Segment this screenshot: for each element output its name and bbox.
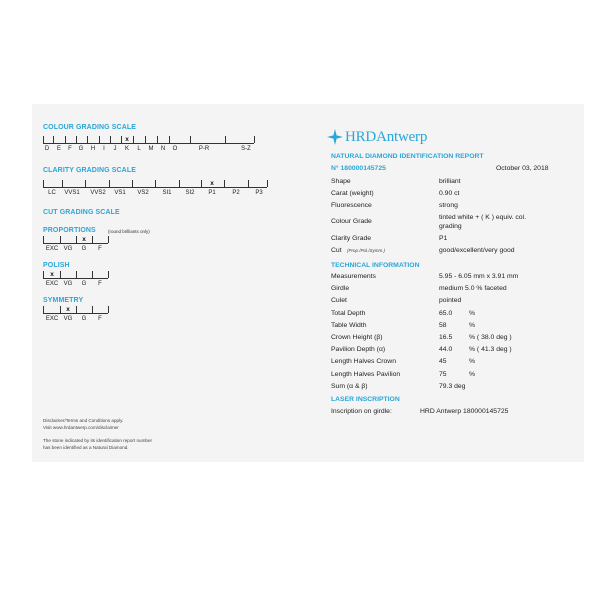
- polish-scale-line: [43, 278, 108, 279]
- technical-key: Pavilion Depth (α): [331, 346, 386, 354]
- technical-key: Length Halves Crown: [331, 358, 396, 366]
- colour-scale-label: D: [44, 146, 50, 152]
- polish-scale-tick: [92, 271, 93, 278]
- symmetry-scale-label: EXC: [45, 316, 59, 322]
- report-number: N° 180000145725: [331, 165, 386, 172]
- technical-key: Total Depth: [331, 309, 366, 317]
- symmetry-scale-label: G: [81, 316, 87, 322]
- clarity-scale-label: VS2: [137, 190, 149, 196]
- clarity-scale-label: SI2: [185, 190, 195, 196]
- disclaimer-line-1: Disclaimer/Terms and Conditions apply.: [43, 418, 124, 423]
- technical-unit: %: [469, 321, 476, 329]
- proportions-scale-tick: [108, 236, 109, 243]
- proportions-title: PROPORTIONS: [43, 227, 96, 234]
- clarity-scale-tick: [132, 180, 133, 187]
- clarity-grading-title: CLARITY GRADING SCALE: [43, 167, 136, 174]
- technical-unit: %: [469, 358, 476, 366]
- cut-grading-title: CUT GRADING SCALE: [43, 209, 120, 216]
- colour-scale-tick: [110, 136, 111, 143]
- technical-key: Culet: [331, 297, 347, 305]
- technical-unit: %: [469, 370, 476, 378]
- colour-scale-label: J: [113, 146, 117, 152]
- clarity-scale-tick: [109, 180, 110, 187]
- grading-value: tinted white + ( K ) equiv. col.: [439, 214, 526, 221]
- technical-value: 58: [439, 321, 447, 329]
- proportions-scale-tick: [60, 236, 61, 243]
- colour-scale-label: N: [160, 146, 166, 152]
- colour-grading-title: COLOUR GRADING SCALE: [43, 124, 136, 131]
- grading-value: P1: [439, 235, 448, 242]
- clarity-scale-tick: [155, 180, 156, 187]
- grading-value: strong: [439, 202, 458, 209]
- symmetry-scale-label: F: [98, 316, 102, 322]
- polish-scale-label: VG: [63, 281, 73, 287]
- symmetry-scale-mark: x: [66, 306, 70, 313]
- colour-scale-tick: [76, 136, 77, 143]
- polish-scale-tick: [43, 271, 44, 278]
- technical-unit: % ( 38.0 deg ): [469, 334, 512, 341]
- colour-scale-label: O: [172, 146, 178, 152]
- colour-scale-tick: [169, 136, 170, 143]
- grading-value: good/excellent/very good: [439, 247, 515, 254]
- colour-scale-tick: [225, 136, 226, 143]
- colour-scale-tick: [145, 136, 146, 143]
- colour-scale-label: K: [124, 146, 130, 152]
- symmetry-scale-tick: [92, 306, 93, 313]
- proportions-note: (round brilliants only): [108, 229, 150, 234]
- technical-key: Measurements: [331, 273, 376, 280]
- proportions-scale-label: G: [81, 246, 87, 252]
- technical-key: Girdle: [331, 285, 350, 293]
- colour-scale-tick: [43, 136, 44, 143]
- clarity-scale-line: [43, 187, 267, 188]
- polish-scale-label: G: [81, 281, 87, 287]
- proportions-scale-line: [43, 243, 108, 244]
- clarity-scale-tick: [62, 180, 63, 187]
- technical-value: 45: [439, 358, 447, 366]
- clarity-scale-mark: x: [210, 180, 214, 187]
- proportions-scale-tick: [43, 236, 44, 243]
- colour-scale-line: [43, 143, 254, 144]
- colour-scale-tick: [121, 136, 122, 143]
- colour-scale-label: L: [137, 146, 141, 152]
- polish-scale-tick: [60, 271, 61, 278]
- polish-title: POLISH: [43, 262, 70, 269]
- proportions-scale-label: VG: [63, 246, 73, 252]
- polish-scale-mark: x: [50, 271, 54, 278]
- technical-key: Length Halves Pavilion: [331, 370, 401, 378]
- colour-scale-label: H: [90, 146, 96, 152]
- clarity-scale-label: SI1: [162, 190, 172, 196]
- grading-key: Fluorescence: [331, 202, 372, 209]
- technical-value: 79.3 deg: [439, 382, 466, 390]
- colour-scale-mark: x: [125, 136, 129, 143]
- technical-value: 5.95 - 6.05 mm x 3.91 mm: [439, 273, 519, 280]
- colour-scale-label: F: [68, 146, 72, 152]
- report-title: NATURAL DIAMOND IDENTIFICATION REPORT: [331, 153, 484, 160]
- grading-key: Clarity Grade: [331, 235, 372, 242]
- symmetry-scale-line: [43, 313, 108, 314]
- colour-scale-tick: [190, 136, 191, 143]
- colour-scale-label: P-R: [198, 146, 210, 152]
- clarity-scale-tick: [224, 180, 225, 187]
- technical-key: Sum (α & β): [331, 382, 368, 390]
- grading-key: Carat (weight): [331, 190, 374, 197]
- laser-label: Inscription on girdle:: [331, 408, 392, 415]
- grading-key-note: (Prop./Pol./Symm.): [347, 248, 386, 253]
- colour-scale-label: M: [148, 146, 154, 152]
- technical-value: medium 5.0 % faceted: [439, 285, 507, 293]
- grading-value: 0.90 ct: [439, 190, 460, 197]
- colour-scale-label: S-Z: [241, 146, 251, 152]
- technical-title: TECHNICAL INFORMATION: [331, 262, 420, 269]
- colour-scale-tick: [157, 136, 158, 143]
- clarity-scale-label: LC: [48, 190, 56, 196]
- colour-scale-tick: [133, 136, 134, 143]
- clarity-scale-label: P2: [232, 190, 240, 196]
- technical-value: 16.5: [439, 334, 453, 341]
- proportions-scale-tick: [76, 236, 77, 243]
- clarity-scale-tick: [179, 180, 180, 187]
- clarity-scale-label: VS1: [114, 190, 126, 196]
- report-date: October 03, 2018: [496, 165, 549, 172]
- clarity-scale-label: P1: [208, 190, 216, 196]
- polish-scale-tick: [108, 271, 109, 278]
- four-point-star-icon: [327, 129, 343, 145]
- colour-scale-tick: [87, 136, 88, 143]
- clarity-scale-tick: [201, 180, 202, 187]
- technical-value: 65.0: [439, 309, 453, 317]
- symmetry-title: SYMMETRY: [43, 297, 84, 304]
- colour-scale-tick: [53, 136, 54, 143]
- colour-scale-label: E: [56, 146, 62, 152]
- grading-key: Colour Grade: [331, 218, 372, 225]
- grading-value-cont: grading: [439, 223, 462, 230]
- polish-scale-label: EXC: [45, 281, 59, 287]
- colour-scale-label: G: [78, 146, 84, 152]
- logo-text: HRDAntwerp: [345, 128, 428, 145]
- symmetry-scale-tick: [108, 306, 109, 313]
- symmetry-scale-tick: [60, 306, 61, 313]
- disclaimer-line-3: The stone indicated by its identification report number: [43, 438, 153, 443]
- hrd-logo: [327, 126, 427, 148]
- colour-scale-tick: [254, 136, 255, 143]
- disclaimer-line-4: has been identified as a Natural Diamond.: [43, 445, 129, 450]
- disclaimer-link[interactable]: Visit www.hrdantwerp.com/disclaimer: [43, 425, 119, 430]
- technical-key: Table Width: [331, 321, 367, 329]
- clarity-scale-tick: [85, 180, 86, 187]
- technical-unit: % ( 41.3 deg ): [469, 346, 512, 354]
- clarity-scale-label: VVS1: [64, 190, 80, 196]
- laser-title: LASER INSCRIPTION: [331, 396, 400, 403]
- technical-key: Crown Height (β): [331, 334, 383, 341]
- clarity-scale-tick: [43, 180, 44, 187]
- proportions-scale-label: EXC: [45, 246, 59, 252]
- proportions-scale-tick: [92, 236, 93, 243]
- proportions-scale-mark: x: [82, 236, 86, 243]
- technical-value: 44.0: [439, 346, 453, 354]
- polish-scale-label: F: [98, 281, 102, 287]
- technical-unit: %: [469, 309, 476, 317]
- clarity-scale-label: VVS2: [90, 190, 106, 196]
- clarity-scale-label: P3: [255, 190, 263, 196]
- grading-key: Cut: [331, 247, 342, 254]
- colour-scale-tick: [99, 136, 100, 143]
- technical-value: pointed: [439, 297, 462, 305]
- laser-value: HRD Antwerp 180000145725: [420, 408, 509, 415]
- symmetry-scale-label: VG: [63, 316, 73, 322]
- colour-scale-label: I: [103, 146, 105, 152]
- grading-key: Shape: [331, 178, 351, 185]
- polish-scale-tick: [76, 271, 77, 278]
- symmetry-scale-tick: [76, 306, 77, 313]
- technical-value: 75: [439, 370, 447, 378]
- clarity-scale-tick: [267, 180, 268, 187]
- clarity-scale-tick: [248, 180, 249, 187]
- proportions-scale-label: F: [98, 246, 102, 252]
- grading-value: brilliant: [439, 178, 461, 185]
- symmetry-scale-tick: [43, 306, 44, 313]
- colour-scale-tick: [65, 136, 66, 143]
